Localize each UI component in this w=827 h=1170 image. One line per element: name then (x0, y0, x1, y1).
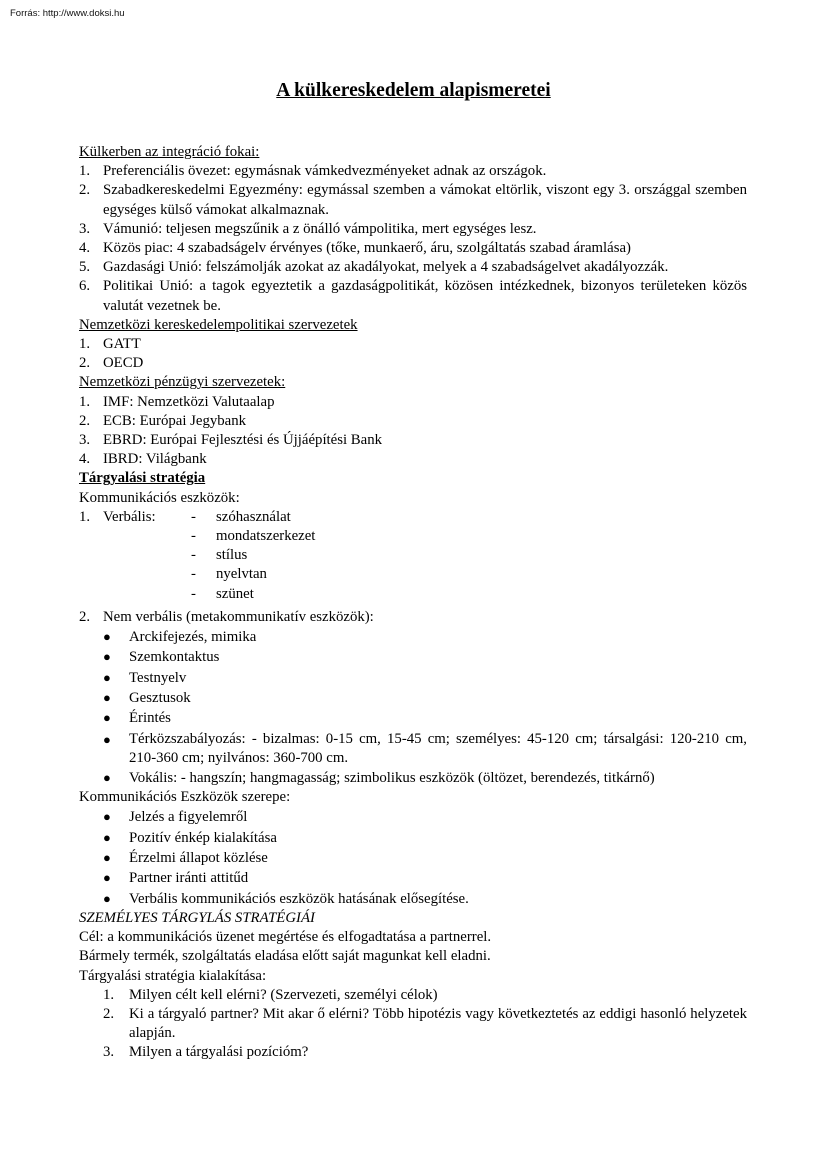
list-item: 3. EBRD: Európai Fejlesztési és Újjáépítési Bank (79, 432, 383, 449)
list-item: ● Arckifejezés, mimika (103, 627, 747, 647)
bullet-icon: ● (103, 689, 111, 705)
finance-orgs-heading: Nemzetközi pénzügyi szervezetek: (79, 374, 286, 391)
bullet-icon: ● (103, 870, 111, 886)
bullet-icon: ● (103, 669, 111, 685)
goal-text: Cél: a kommunikációs üzenet megértése és elfogadtatása a partnerrel. (79, 929, 492, 946)
trade-orgs-heading: Nemzetközi kereskedelempolitikai szervezetek (79, 316, 358, 333)
list-item: 2. Szabadkereskedelmi Egyezmény: egymással szemben a vámokat eltörlik, viszont egy 3. országgal szemben egységes külső vámokat alkalmaznak. (79, 182, 747, 218)
list-item: 2. ECB: Európai Jegybank (79, 412, 247, 429)
list-item: ● Szemkontaktus (103, 647, 747, 667)
list-item: 2. Ki a tárgyaló partner? Mit akar ő elérni? Több hipotézis vagy következtetés az eddigi hasonló helyzetek alapján. (103, 1005, 747, 1042)
list-item: 5. Gazdasági Unió: felszámolják azokat az akadályokat, melyek a 4 szabadságelvet akadályozzák. (79, 259, 669, 276)
bullet-icon: ● (103, 829, 111, 845)
list-item: 1. IMF: Nemzetközi Valutaalap (79, 393, 275, 410)
bullet-icon: ● (103, 890, 111, 906)
list-item: ● Jelzés a figyelemről (103, 807, 747, 827)
roles-heading: Kommunikációs Eszközök szerepe: (79, 789, 291, 806)
verbal-row: 1. Verbális: - szóhasználat (79, 508, 291, 525)
comm-tools-label: Kommunikációs eszközök: (79, 489, 240, 506)
list-item: ● Térközszabályozás: - bizalmas: 0-15 cm, 15-45 cm; személyes: 45-120 cm; társalgási: 120-210 cm, 210-360 cm; nyilvános: 360-700 cm. (103, 730, 747, 768)
bullet-icon: ● (103, 850, 111, 866)
sell-text: Bármely termék, szolgáltatás eladása előtt saját magunkat kell eladni. (79, 948, 491, 965)
list-item: ● Pozitív énkép kialakítása (103, 828, 747, 848)
list-item: 6. Politikai Unió: a tagok egyeztetik a gazdaságpolitikát, közösen intézkednek, bizonyos területeken közös valutát vezetnek be. (79, 278, 747, 314)
bullet-icon: ● (103, 769, 111, 785)
page-title: A külkereskedelem alapismeretei (276, 80, 551, 101)
list-item: ● Verbális kommunikációs eszközök hatásának elősegítése. (103, 889, 747, 909)
list-item: ● Gesztusok (103, 688, 747, 708)
list-item: 2. OECD (79, 355, 144, 372)
list-item: ● Vokális: - hangszín; hangmagasság; szimbolikus eszközök (öltözet, berendezés, titkárnő) (103, 768, 747, 788)
bullet-icon: ● (103, 710, 111, 726)
document-body (79, 143, 747, 1063)
list-item: 1. Milyen célt kell elérni? (Szervezeti, személyi célok) (103, 986, 438, 1003)
verbal-row: - szünet (191, 585, 254, 602)
verbal-row: - stílus (191, 547, 248, 564)
list-item: 3. Vámunió: teljesen megszűnik a z önálló vámpolitika, mert egységes lesz. (79, 220, 537, 237)
source-note: Forrás: http://www.doksi.hu (10, 8, 125, 19)
verbal-row: - nyelvtan (191, 566, 267, 583)
list-item: ● Érintés (103, 708, 747, 728)
list-item: 1. Preferenciális övezet: egymásnak vámkedvezményeket adnak az országok. (79, 163, 547, 180)
dev-heading: Tárgyalási stratégia kialakítása: (79, 967, 267, 984)
bullet-icon: ● (103, 649, 111, 665)
list-item: ● Érzelmi állapot közlése (103, 848, 747, 868)
list-item: ● Testnyelv (103, 668, 747, 688)
bullet-icon: ● (103, 731, 111, 747)
bullet-icon: ● (103, 809, 111, 825)
integration-heading: Külkerben az integráció fokai: (79, 144, 260, 160)
list-item: 4. IBRD: Világbank (79, 451, 207, 468)
list-item: 1. GATT (79, 336, 141, 353)
list-item: ● Partner iránti attitűd (103, 868, 747, 888)
verbal-row: - mondatszerkezet (191, 528, 316, 545)
personal-heading: SZEMÉLYES TÁRGYLÁS STRATÉGIÁI (79, 909, 315, 926)
list-item: 3. Milyen a tárgyalási pozícióm? (103, 1044, 309, 1061)
list-item: 4. Közös piac: 4 szabadságelv érvényes (tőke, munkaerő, áru, szolgáltatás szabad áramlása) (79, 240, 631, 257)
nonverbal-row: 2. Nem verbális (metakommunikatív eszközök): (79, 608, 374, 625)
strategy-heading: Tárgyalási stratégia (79, 470, 206, 487)
bullet-icon: ● (103, 629, 111, 645)
